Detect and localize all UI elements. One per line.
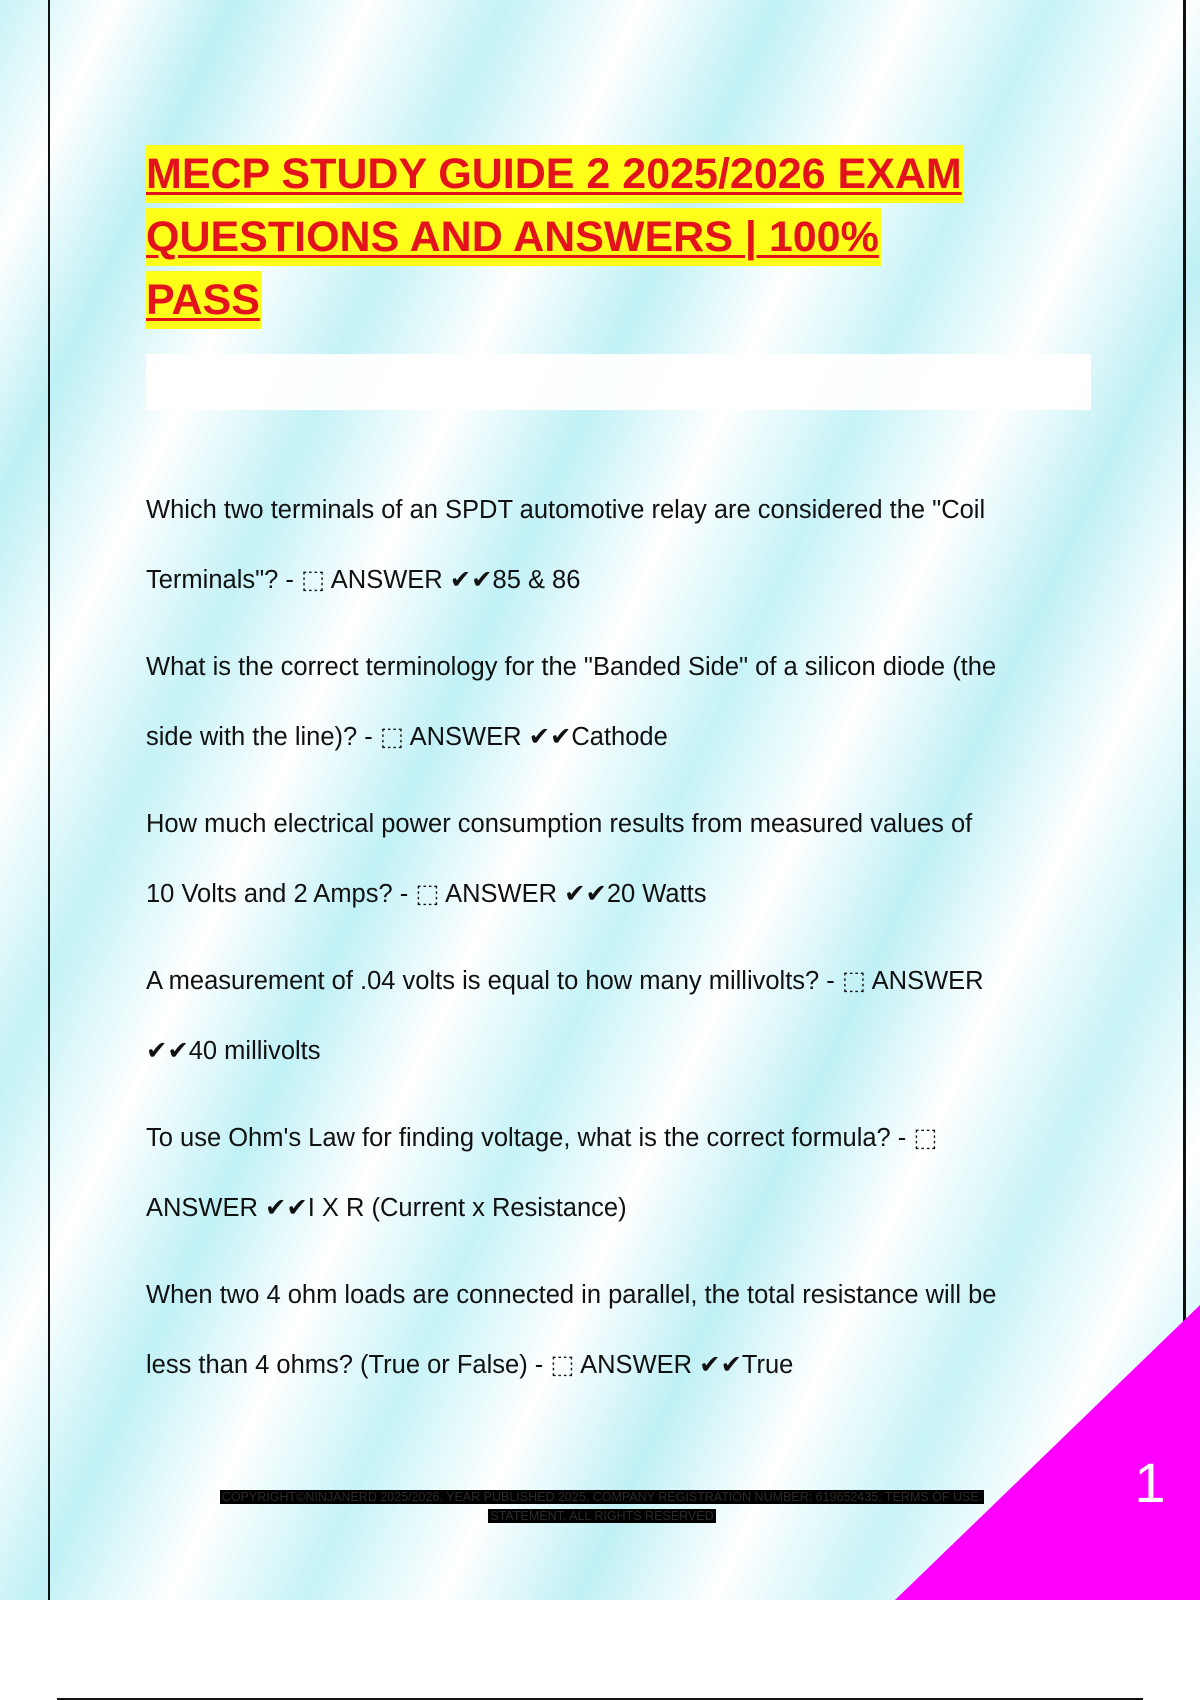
answer-text: ✔✔40 millivolts [146,1037,321,1065]
copyright-line-2: STATEMENT. ALL RIGHTS RESERVED [490,1509,714,1523]
blank-banner [146,354,1091,410]
question-text: Which two terminals of an SPDT automotive relay are considered the "Coil [146,496,986,524]
qa-list [146,475,1096,1417]
qa-item-3 [146,789,1096,929]
page-number: 1 [1134,1451,1166,1514]
question-text: How much electrical power consumption results from measured values of [146,810,973,838]
qa-item-1 [146,475,1096,615]
question-text: What is the correct terminology for the "Banded Side" of a silicon diode (the [146,653,997,681]
question-text: When two 4 ohm loads are connected in parallel, the total resistance will be [146,1281,997,1309]
document-title [146,145,1076,334]
answer-text: side with the line)? - ⬚ ANSWER ✔✔Cathode [146,723,668,751]
page-left-border [48,0,50,1600]
copyright-line-1: COPYRIGHT©NINJANERD 2025/2026. YEAR PUBLISHED 2025. COMPANY REGISTRATION NUMBER: 619652435. TERMS OF USE. [221,1490,983,1504]
title-line-2: QUESTIONS AND ANSWERS | 100% [146,208,881,266]
question-text: A measurement of .04 volts is equal to how many millivolts? - ⬚ ANSWER [146,967,984,995]
answer-text: 10 Volts and 2 Amps? - ⬚ ANSWER ✔✔20 Watts [146,880,707,908]
title-line-1: MECP STUDY GUIDE 2 2025/2026 EXAM [146,145,964,203]
title-line-3: PASS [146,271,262,329]
answer-text: Terminals"? - ⬚ ANSWER ✔✔85 & 86 [146,566,581,594]
qa-item-2 [146,632,1096,772]
answer-text: less than 4 ohms? (True or False) - ⬚ ANSWER ✔✔True [146,1351,794,1379]
qa-item-4 [146,946,1096,1086]
answer-text: ANSWER ✔✔I X R (Current x Resistance) [146,1194,627,1222]
qa-item-5 [146,1103,1096,1243]
question-text: To use Ohm's Law for finding voltage, what is the correct formula? - ⬚ [146,1124,938,1152]
